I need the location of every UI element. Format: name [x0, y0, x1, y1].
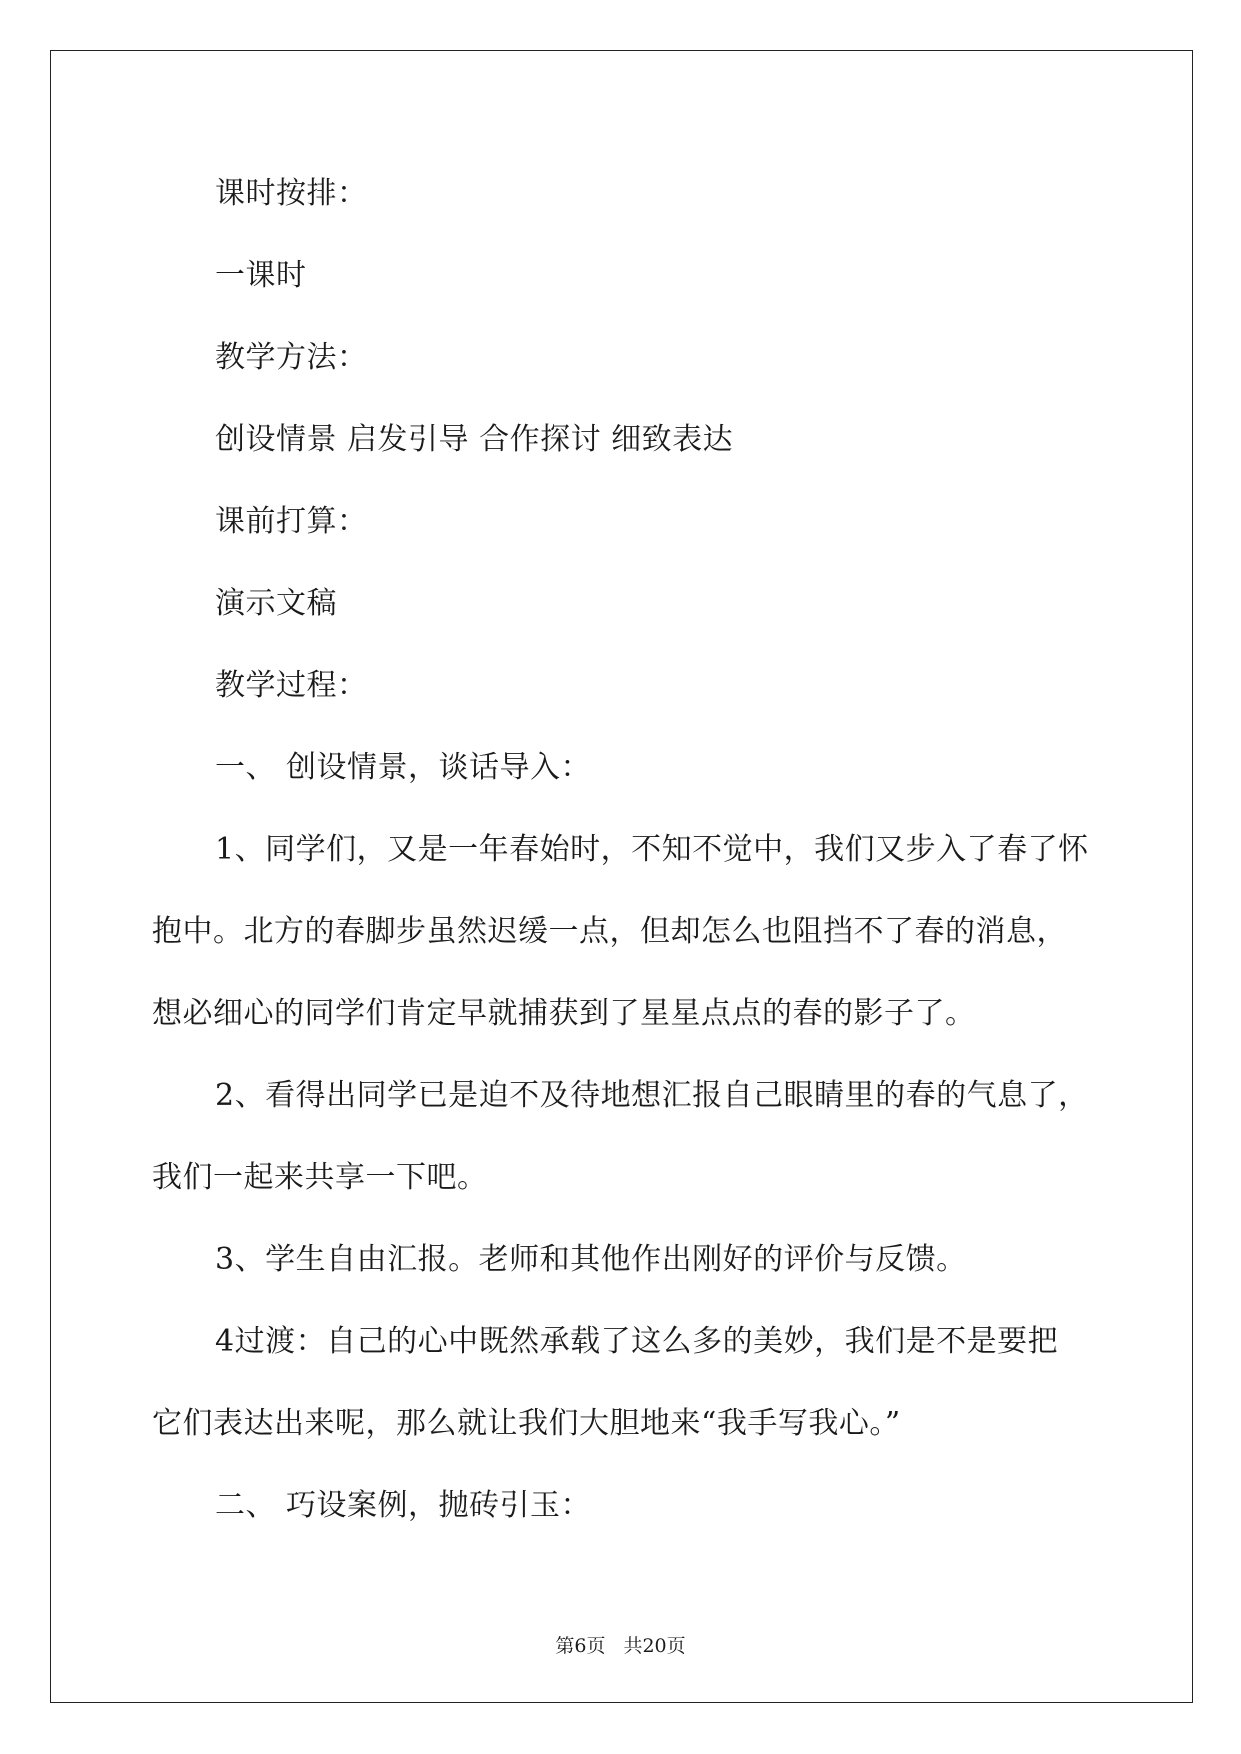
text-line-preparation-item: 演示文稿: [215, 586, 337, 621]
text-line-process-heading: 教学过程：: [215, 668, 368, 703]
text-line-lesson-count: 一课时: [215, 258, 307, 293]
page-border: [50, 50, 1193, 1703]
page-total: 共20页: [623, 1635, 686, 1657]
text-line-item-1-part-2: 抱中。北方的春脚步虽然迟缓一点，但却怎么也阻挡不了春的消息，: [152, 914, 1067, 949]
text-line-item-3: 3、学生自由汇报。老师和其他作出刚好的评价与反馈。: [215, 1242, 967, 1277]
text-line-item-1-part-3: 想必细心的同学们肯定早就捕获到了星星点点的春的影子了。: [152, 996, 976, 1031]
text-line-teaching-methods: 创设情景 启发引导 合作探讨 细致表达: [215, 422, 734, 457]
page-footer: [0, 1633, 1241, 1659]
text-line-preparation-heading: 课前打算：: [215, 504, 368, 539]
text-line-item-4-part-2: 它们表达出来呢，那么就让我们大胆地来“我手写我心。”: [152, 1406, 901, 1441]
text-line-section-two-heading: 二、 巧设案例，抛砖引玉：: [215, 1488, 592, 1523]
text-line-teaching-method-heading: 教学方法：: [215, 340, 368, 375]
text-line-item-1-part-1: 1、同学们，又是一年春始时，不知不觉中，我们又步入了春了怀: [215, 832, 1089, 867]
text-line-lesson-arrangement-heading: 课时按排：: [215, 176, 368, 211]
text-line-item-4-part-1: 4过渡：自己的心中既然承载了这么多的美妙，我们是不是要把: [215, 1324, 1059, 1359]
text-line-item-2-part-2: 我们一起来共享一下吧。: [152, 1160, 488, 1195]
text-line-item-2-part-1: 2、看得出同学已是迫不及待地想汇报自己眼睛里的春的气息了，: [215, 1078, 1089, 1113]
text-line-section-one-heading: 一、 创设情景，谈话导入：: [215, 750, 592, 785]
page-number: 第6页: [555, 1635, 606, 1657]
